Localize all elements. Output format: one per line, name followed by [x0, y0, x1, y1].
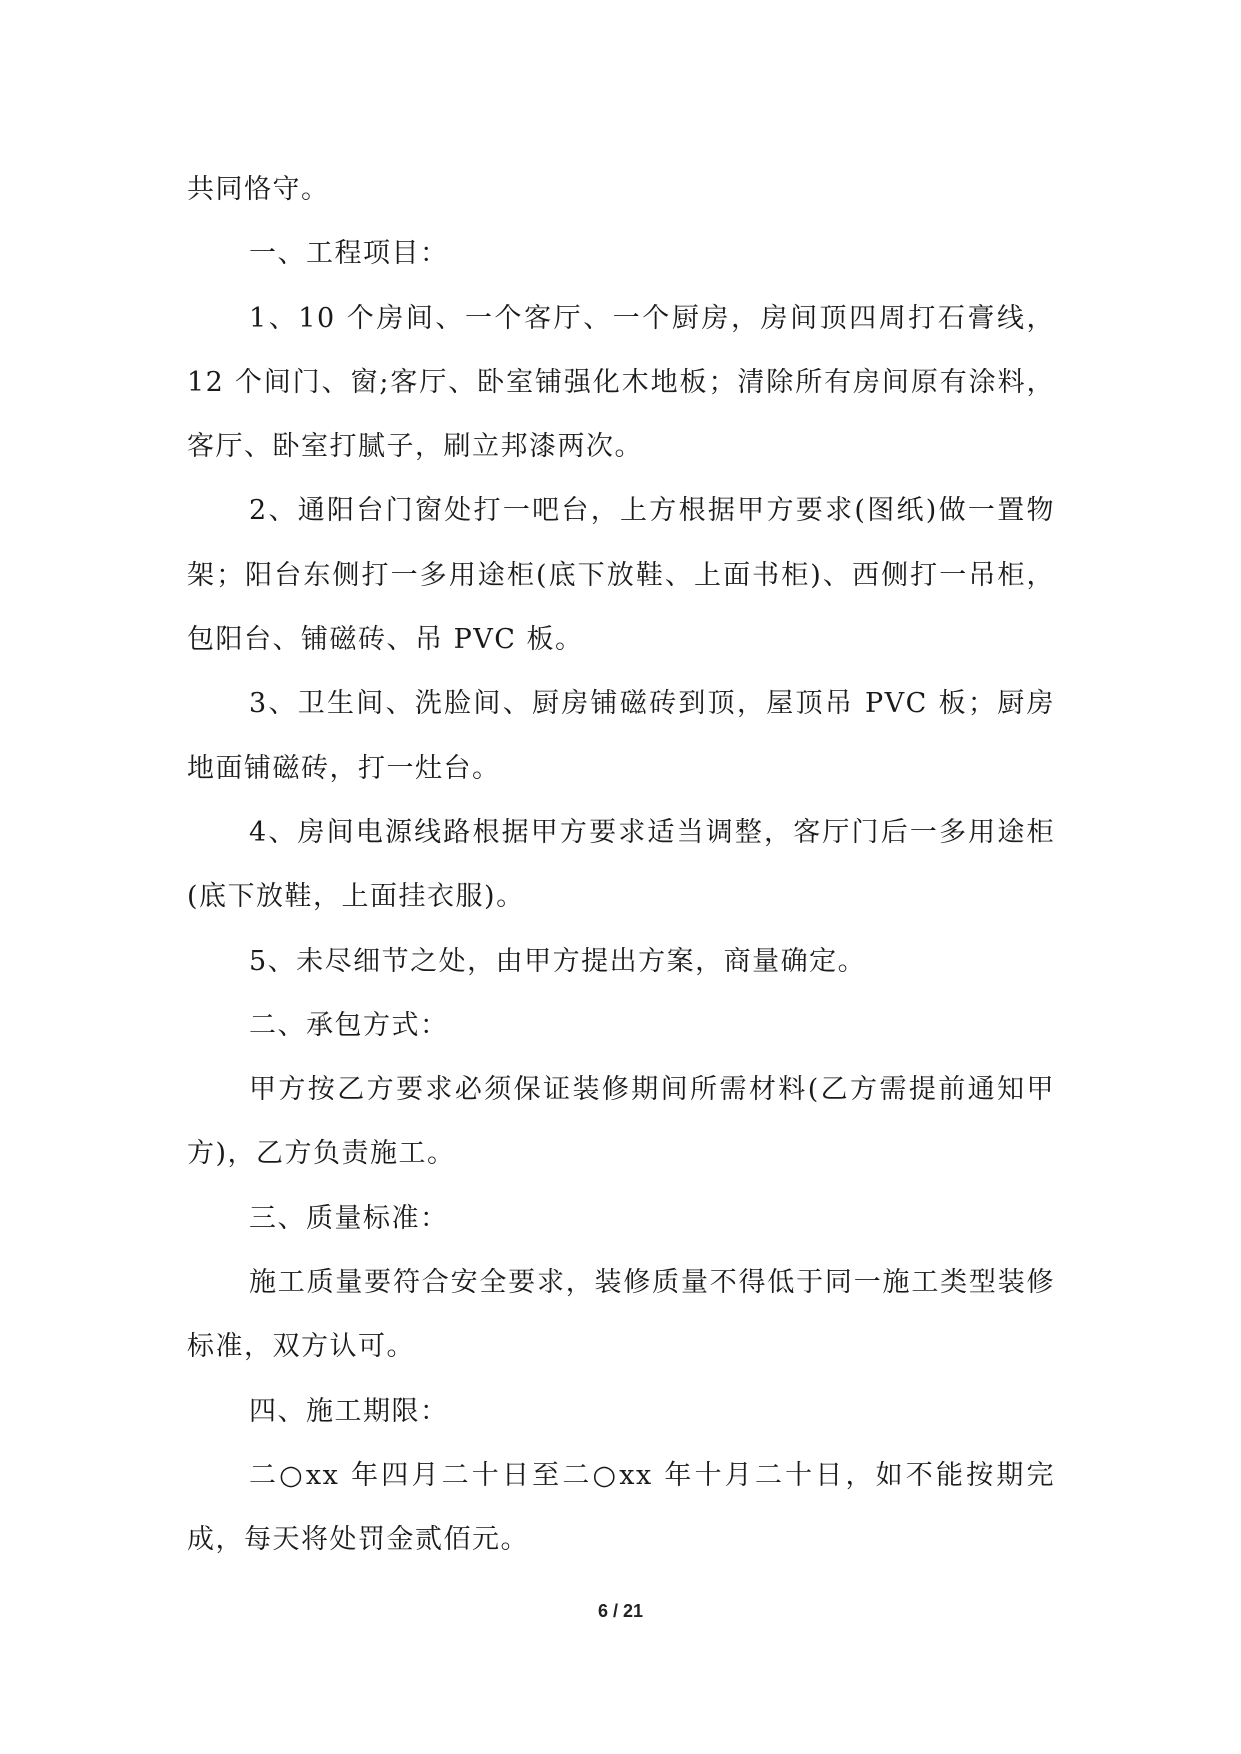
paragraph-item-5: 5、未尽细节之处，由甲方提出方案，商量确定。 [249, 945, 867, 977]
document-body [187, 158, 1055, 1573]
paragraph-item-4: 4、房间电源线路根据甲方要求适当调整，客厅门后一多用途柜(底下放鞋，上面挂衣服)。 [187, 816, 1055, 913]
paragraph-item-1: 1、10 个房间、一个客厅、一个厨房，房间顶四周打石膏线，12 个间门、窗;客厅、卧室铺强化木地板；清除所有房间原有涂料，客厅、卧室打腻子，刷立邦漆两次。 [187, 302, 1055, 463]
paragraph-continuation: 共同恪守。 [187, 174, 330, 205]
section-heading-quality: 三、质量标准： [249, 1202, 449, 1234]
section-heading-project: 一、工程项目： [249, 238, 449, 270]
page-number: 6 / 21 [597, 1601, 644, 1621]
paragraph-schedule: 二○xx 年四月二十日至二○xx 年十月二十日，如不能按期完成，每天将处罚金贰佰元。 [187, 1459, 1055, 1556]
paragraph-item-2: 2、通阳台门窗处打一吧台，上方根据甲方要求(图纸)做一置物架；阳台东侧打一多用途柜(底下放鞋、上面书柜)、西侧打一吊柜，包阳台、铺磁砖、吊 PVC 板。 [187, 495, 1055, 656]
paragraph-item-3: 3、卫生间、洗脸间、厨房铺磁砖到顶，屋顶吊 PVC 板；厨房地面铺磁砖，打一灶台。 [187, 688, 1055, 784]
section-heading-contract-method: 二、承包方式： [249, 1009, 449, 1041]
paragraph-contract-method: 甲方按乙方要求必须保证装修期间所需材料(乙方需提前通知甲方)，乙方负责施工。 [187, 1074, 1055, 1170]
paragraph-quality: 施工质量要符合安全要求，装修质量不得低于同一施工类型装修标准，双方认可。 [187, 1267, 1055, 1363]
section-heading-schedule: 四、施工期限： [249, 1395, 449, 1427]
